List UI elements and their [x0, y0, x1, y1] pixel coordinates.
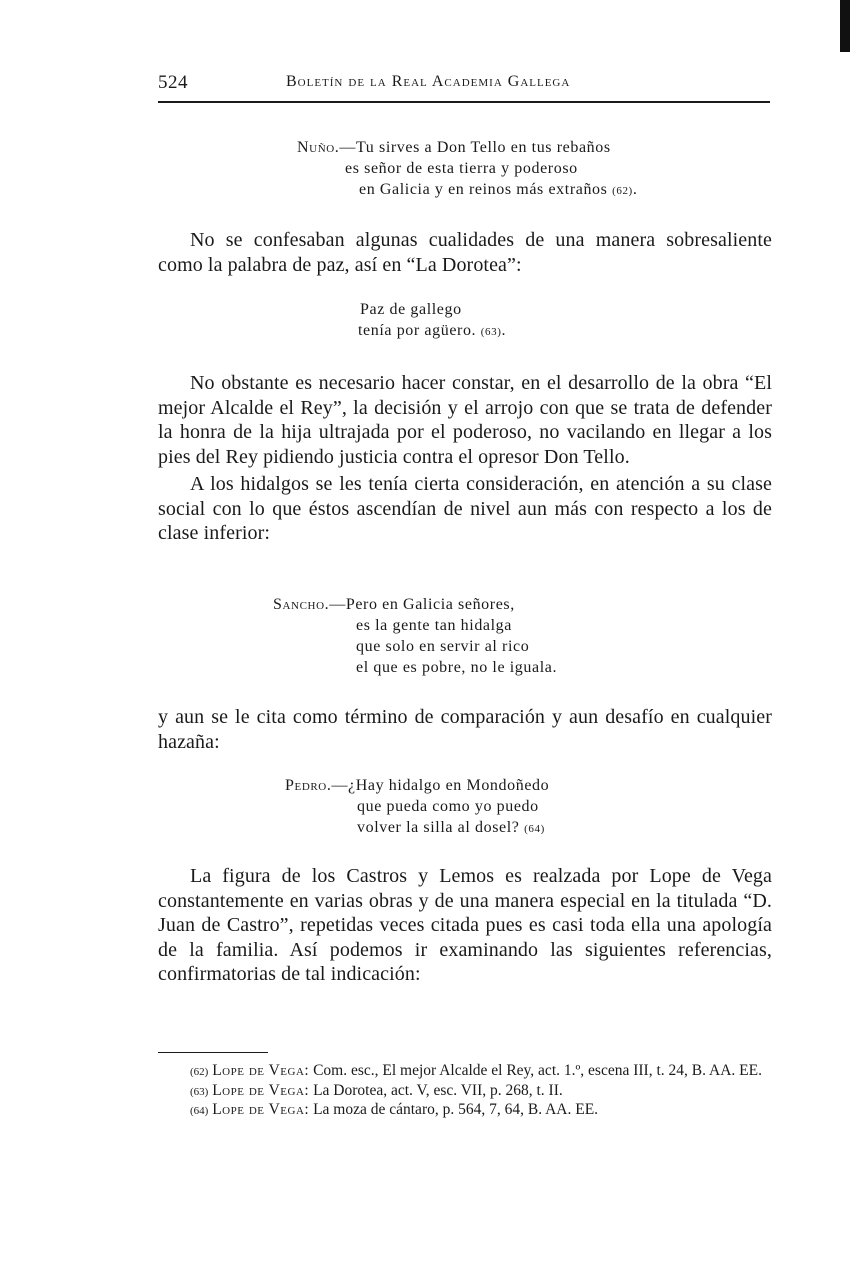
verse-line: es la gente tan hidalga — [356, 617, 512, 634]
verse-pedro — [285, 775, 549, 840]
running-title: Boletín de la Real Academia Gallega — [286, 73, 571, 90]
footnote-text: Com. esc., El mejor Alcalde el Rey, act. 1.º, escena III, t. 24, B. AA. EE. — [313, 1062, 762, 1079]
footnote-author: Lope de Vega: — [212, 1062, 310, 1079]
verse-dorotea — [360, 299, 506, 343]
page-edge-mark — [840, 0, 850, 52]
footnote-text: La moza de cántaro, p. 564, 7, 64, B. AA. EE. — [313, 1101, 599, 1118]
paragraph-1 — [158, 228, 772, 277]
verse-line: que solo en servir al rico — [356, 638, 530, 655]
paragraph-text: No se confesaban algunas cualidades de una manera sobresaliente como la palabra de paz, así en “La Dorotea”: — [158, 229, 772, 276]
header-rule — [158, 101, 770, 103]
paragraph-5 — [158, 864, 772, 987]
verse-line: que pueda como yo puedo — [357, 798, 539, 815]
paragraph-2-3 — [158, 371, 772, 546]
page-header — [158, 68, 770, 100]
footnote-mark: (62) — [190, 1066, 209, 1078]
footnotes — [158, 1062, 774, 1121]
paragraph-text: A los hidalgos se les tenía cierta consideración, en atención a su clase social con lo que éstos ascendían de nivel aun más con respecto a los de clase inferior: — [158, 473, 772, 544]
footnote-author: Lope de Vega: — [212, 1081, 310, 1099]
footnote-ref: (63) — [480, 326, 502, 338]
paragraph-text: y aun se le cita como término de comparación y aun desafío en cualquier hazaña: — [158, 706, 772, 753]
footnote — [158, 1082, 774, 1102]
footnote-rule — [158, 1052, 268, 1053]
footnote — [158, 1062, 774, 1082]
verse-line: Nuño.—Tu sirves a Don Tello en tus rebaños — [297, 139, 611, 156]
footnote-mark: (63) — [190, 1085, 209, 1098]
verse-line: es señor de esta tierra y poderoso — [345, 160, 578, 177]
footnote-author: Lope de Vega: — [212, 1101, 310, 1118]
verse-speaker: Nuño. — [297, 139, 340, 156]
paragraph-text: No obstante es necesario hacer constar, en el desarrollo de la obra “El mejor Alcalde el Rey”, la decisión y el arrojo con que se trata de defender la honra de la hija ultrajada por el poderoso, no vacilando en llegar a los pies del Rey pidiendo justicia contra el opresor Don Tello. — [158, 372, 772, 468]
verse-line: Sancho.—Pero en Galicia señores, — [273, 596, 515, 613]
footnote-text: La Dorotea, act. V, esc. VII, p. 268, t. II. — [313, 1081, 563, 1099]
verse-sancho — [273, 594, 557, 678]
page-number: 524 — [158, 72, 188, 93]
paragraph-text: La figura de los Castros y Lemos es realzada por Lope de Vega constantemente en varias obras y de una manera especial en la titulada “D. Juan de Castro”, repetidas veces citada pues es casi toda ella una apología de la familia. Así podemos ir examinando las siguientes referencias, confirmatorias de tal indicación: — [158, 865, 772, 985]
verse-line: Paz de gallego — [360, 301, 462, 318]
footnote-mark: (64) — [190, 1105, 209, 1117]
paragraph-4 — [158, 705, 772, 754]
verse-line: Pedro.—¿Hay hidalgo en Mondoñedo — [285, 777, 550, 794]
footnote — [158, 1101, 774, 1121]
verse-speaker: Sancho. — [273, 596, 330, 613]
verse-nuno — [297, 137, 637, 202]
verse-line: tenía por agüero. (63). — [358, 322, 507, 339]
verse-line: volver la silla al dosel? (64) — [357, 819, 545, 836]
footnote-ref: (62) — [612, 185, 633, 197]
verse-line: el que es pobre, no le iguala. — [356, 659, 558, 676]
footnote-ref: (64) — [524, 823, 545, 835]
verse-speaker: Pedro. — [285, 777, 332, 794]
verse-line: en Galicia y en reinos más extraños (62). — [359, 181, 638, 198]
